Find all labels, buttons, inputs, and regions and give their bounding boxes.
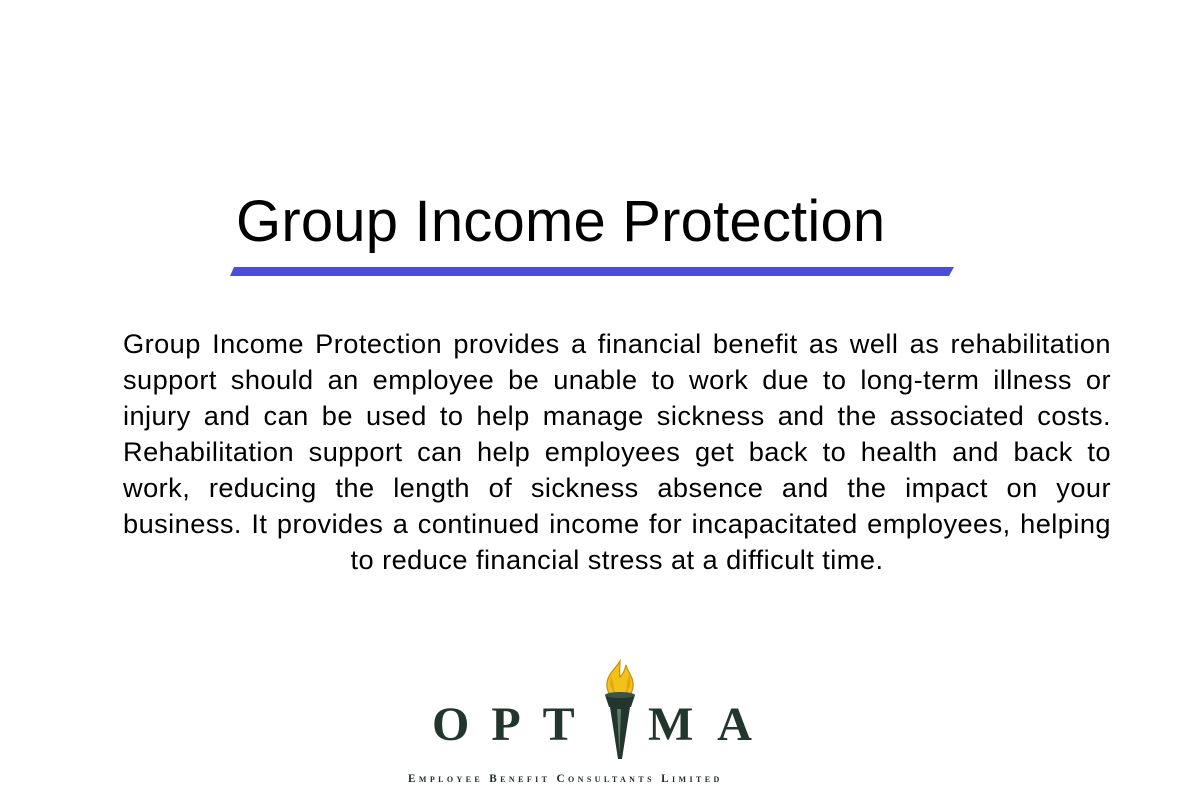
logo-wordmark-left: OPT [432, 698, 597, 751]
slide-title: Group Income Protection [236, 189, 886, 254]
slide-body-text: Group Income Protection provides a financial benefit as well as rehabilitation support should an employee be unable to work due to long-term illness or injury and can be used to help manage sickness and the associated costs. Rehabilitation support can help employees get back to health and back to work, reducing the length of sickness absence and the impact on your business. It provides a continued income for incapacitated employees, helping to reduce financial stress at a difficult time. [123, 328, 1111, 575]
logo-wordmark-right: MA [648, 698, 776, 751]
optima-logo [400, 655, 800, 795]
logo-tagline: Employee Benefit Consultants Limited [408, 773, 723, 785]
torch-icon [598, 659, 642, 763]
title-underline [230, 267, 954, 276]
